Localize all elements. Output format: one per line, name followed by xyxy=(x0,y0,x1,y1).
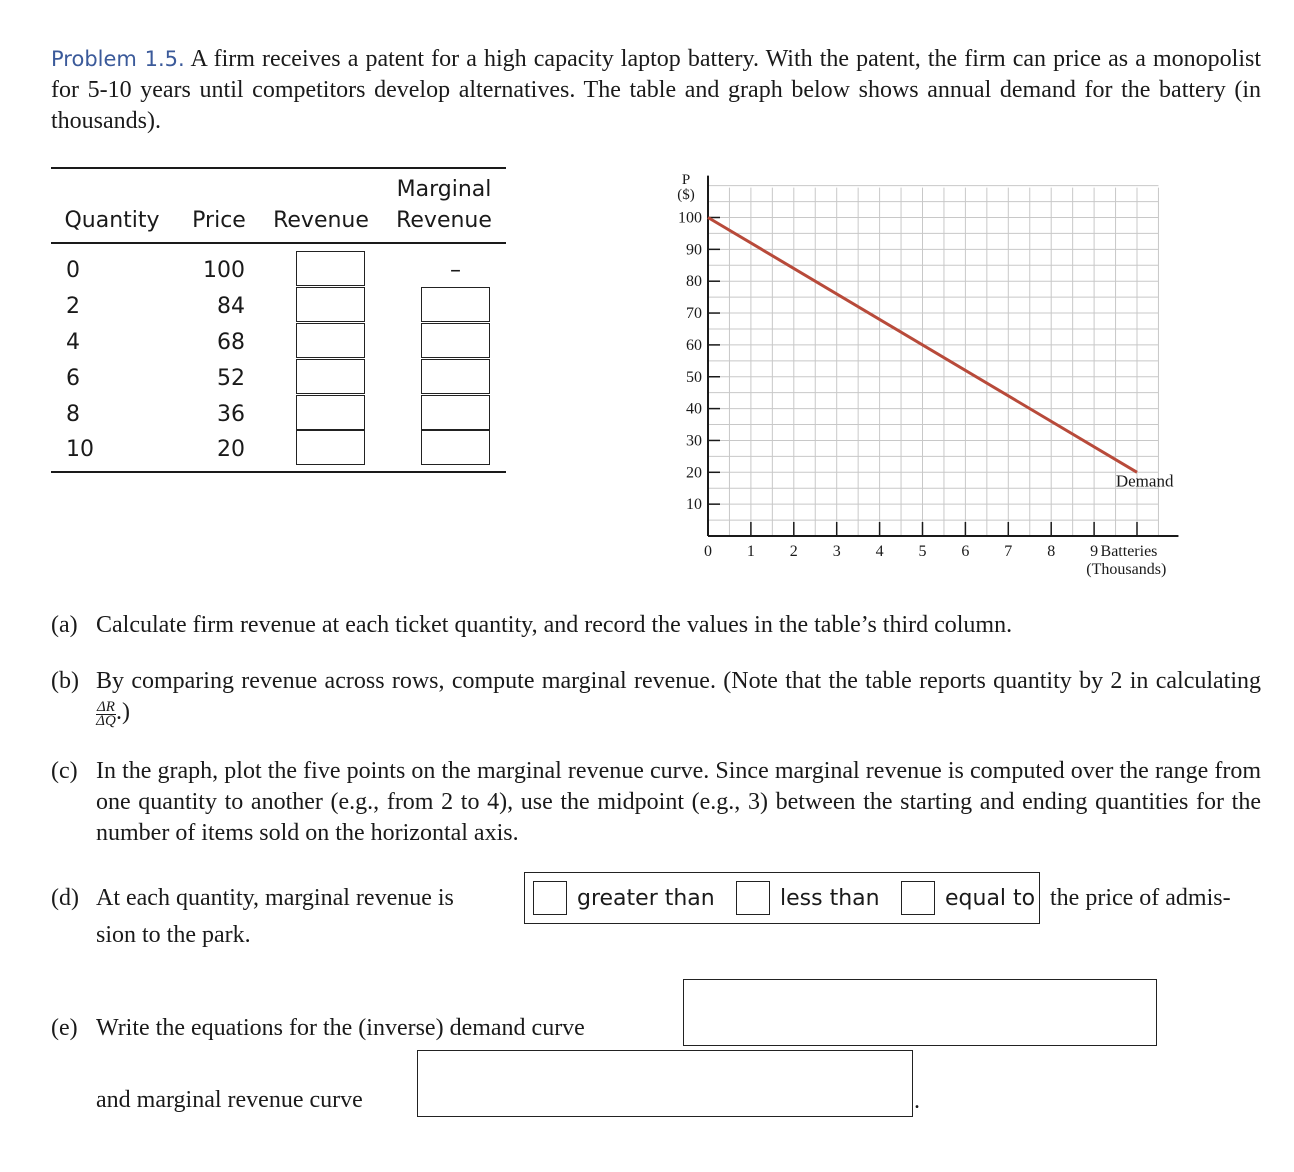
header-mr-line2: Revenue xyxy=(396,208,492,233)
question-c-label: (c) xyxy=(51,758,78,784)
x-tick-label: 2 xyxy=(789,543,798,560)
question-b-body xyxy=(96,666,1261,728)
question-d-text-after: the price of admis- xyxy=(1050,885,1231,911)
x-tick-label: 5 xyxy=(918,543,927,560)
problem-text: A firm receives a patent for a high capacity laptop battery. With the patent, the firm can price as a monopolist for 5-10 years until competitors develop alternatives. The table and graph below shows annual demand for the battery (in thousands). xyxy=(51,46,1261,134)
x-tick-label: 9 xyxy=(1090,543,1099,560)
y-tick-label: 100 xyxy=(678,209,702,227)
y-tick-label: 60 xyxy=(686,336,702,354)
cell-price: 20 xyxy=(217,437,245,462)
x-axis-unit: (Thousands) xyxy=(1086,561,1167,578)
y-tick-label: 80 xyxy=(686,273,702,291)
cell-quantity: 2 xyxy=(66,294,80,319)
question-a-text: Calculate firm revenue at each ticket quantity, and record the values in the table’s third column. xyxy=(96,612,1013,638)
x-tick-label: 8 xyxy=(1047,543,1056,560)
x-tick-label: 7 xyxy=(1004,543,1013,560)
greater-than-checkbox[interactable] xyxy=(533,881,567,915)
question-c xyxy=(51,756,1261,849)
question-a-label: (a) xyxy=(51,612,78,638)
less-than-checkbox[interactable] xyxy=(736,881,770,915)
delta-r-over-delta-q xyxy=(96,701,116,728)
less-than-label[interactable]: less than xyxy=(780,886,880,911)
header-revenue: Revenue xyxy=(273,208,369,233)
demand-curve-label: Demand xyxy=(1115,471,1174,491)
question-c-text: In the graph, plot the five points on the marginal revenue curve. Since marginal revenue is computed over the range from one quantity to another (e.g., from 2 to 4), use the midpoint (e.g., 3) between the starting and ending quantities for the number of items sold on the horizontal axis. xyxy=(96,758,1261,846)
cell-price: 100 xyxy=(203,258,245,283)
header-mr-line1: Marginal xyxy=(396,177,492,202)
question-e-end: . xyxy=(914,1088,920,1114)
question-d-text-before: At each quantity, marginal revenue is xyxy=(96,885,454,911)
mr-equation-input[interactable] xyxy=(417,1050,913,1117)
chart-grid xyxy=(708,186,1158,536)
y-axis-unit: ($) xyxy=(677,187,695,203)
header-quantity: Quantity xyxy=(64,208,160,233)
demand-equation-input[interactable] xyxy=(683,979,1157,1046)
y-axis-label: P xyxy=(681,172,691,188)
x-tick-label: 6 xyxy=(961,543,970,560)
y-tick-label: 50 xyxy=(686,368,702,386)
y-tick-label: 40 xyxy=(686,400,702,418)
cell-quantity: 6 xyxy=(66,366,80,391)
question-b-text: By comparing revenue across rows, compute marginal revenue. (Note that the table reports quantity by 2 in calculating xyxy=(96,668,1261,694)
question-e-text2: and marginal revenue curve xyxy=(96,1087,363,1113)
header-price: Price xyxy=(192,208,246,233)
question-e-label: (e) xyxy=(51,1015,78,1041)
y-tick-label: 30 xyxy=(686,432,702,450)
cell-quantity: 10 xyxy=(66,437,94,462)
cell-price: 84 xyxy=(217,294,245,319)
y-tick-label: 90 xyxy=(686,241,702,259)
y-tick-label: 20 xyxy=(686,464,702,482)
question-a xyxy=(51,610,1261,641)
question-d-text-line2: sion to the park. xyxy=(96,922,251,948)
question-e-text1: Write the equations for the (inverse) demand curve xyxy=(96,1015,585,1041)
cell-price: 52 xyxy=(217,366,245,391)
chart-labels xyxy=(677,172,1174,578)
question-b-label: (b) xyxy=(51,668,79,694)
question-d-label: (d) xyxy=(51,885,79,911)
question-b-tail: .) xyxy=(115,699,130,725)
cell-mr-dash: – xyxy=(450,258,461,283)
frac-numerator: ΔR xyxy=(97,699,115,715)
problem-label: Problem 1.5. xyxy=(51,47,185,71)
x-tick-label: 3 xyxy=(832,543,841,560)
x-axis-label: Batteries xyxy=(1100,543,1158,560)
equal-to-label[interactable]: equal to xyxy=(945,886,1036,911)
cell-price: 68 xyxy=(217,330,245,355)
mr-comparison-choices xyxy=(524,872,1040,924)
y-tick-label: 10 xyxy=(686,496,702,514)
x-tick-label: 1 xyxy=(746,543,755,560)
x-tick-label: 4 xyxy=(875,543,884,560)
cell-quantity: 8 xyxy=(66,402,80,427)
x-tick-label: 0 xyxy=(704,543,712,560)
cell-quantity: 0 xyxy=(66,258,80,283)
y-tick-label: 70 xyxy=(686,305,702,323)
cell-price: 36 xyxy=(217,402,245,427)
equal-to-checkbox[interactable] xyxy=(901,881,935,915)
greater-than-label[interactable]: greater than xyxy=(577,886,715,911)
frac-denominator: ΔQ xyxy=(96,713,116,729)
question-b xyxy=(51,666,1261,728)
cell-quantity: 4 xyxy=(66,330,80,355)
